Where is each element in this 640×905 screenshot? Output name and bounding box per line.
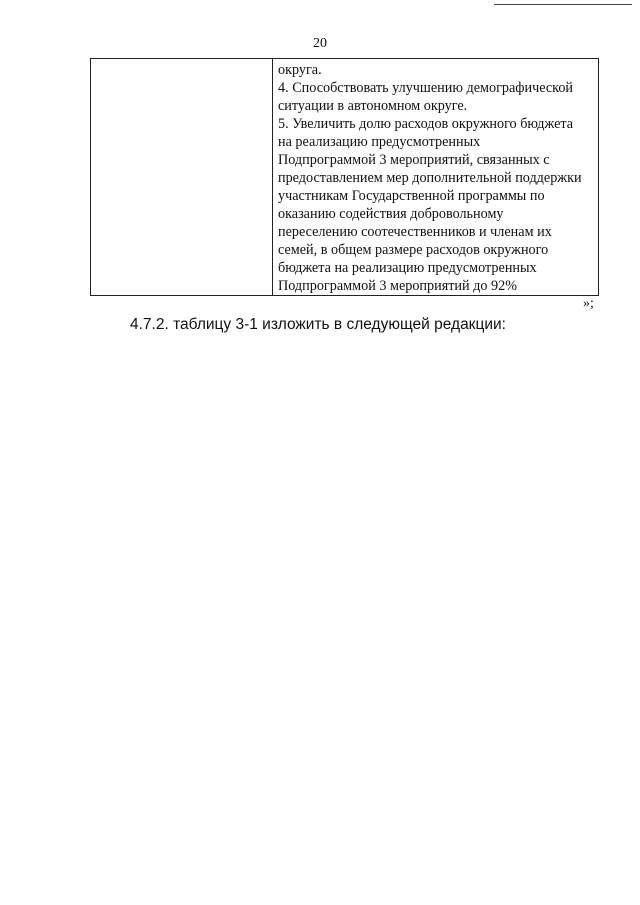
table-cell-right <box>273 59 599 296</box>
cell-text-line: оказанию содействия добровольному <box>278 206 504 222</box>
cell-text-line: предоставлением мер дополнительной поддержки <box>278 170 582 186</box>
cell-text-line: участникам Государственной программы по <box>278 188 545 204</box>
page-number: 20 <box>313 36 327 51</box>
table-cell-left <box>91 59 273 296</box>
cell-text-line: 4. Способствовать улучшению демографической <box>278 80 574 96</box>
instruction-paragraph: 4.7.2. таблицу 3-1 изложить в следующей редакции: <box>130 316 506 333</box>
cell-text-line: переселению соотечественников и членам их <box>278 224 552 240</box>
cell-text-line: округа. <box>278 62 322 78</box>
cell-text-line: Подпрограммой 3 мероприятий, связанных с <box>278 152 550 168</box>
top-rule <box>494 4 632 5</box>
cell-text-line: на реализацию предусмотренных <box>278 134 481 150</box>
table-row <box>91 59 599 296</box>
cell-text-line: ситуации в автономном округе. <box>278 98 468 114</box>
cell-text-line: бюджета на реализацию предусмотренных <box>278 260 537 276</box>
cell-text-line: 5. Увеличить долю расходов окружного бюджета <box>278 116 574 132</box>
continuation-table <box>90 58 599 296</box>
cell-text-line: семей, в общем размере расходов окружного <box>278 242 549 258</box>
cell-text-line: Подпрограммой 3 мероприятий до 92% <box>278 278 518 294</box>
closing-quote-mark: »; <box>583 296 594 311</box>
